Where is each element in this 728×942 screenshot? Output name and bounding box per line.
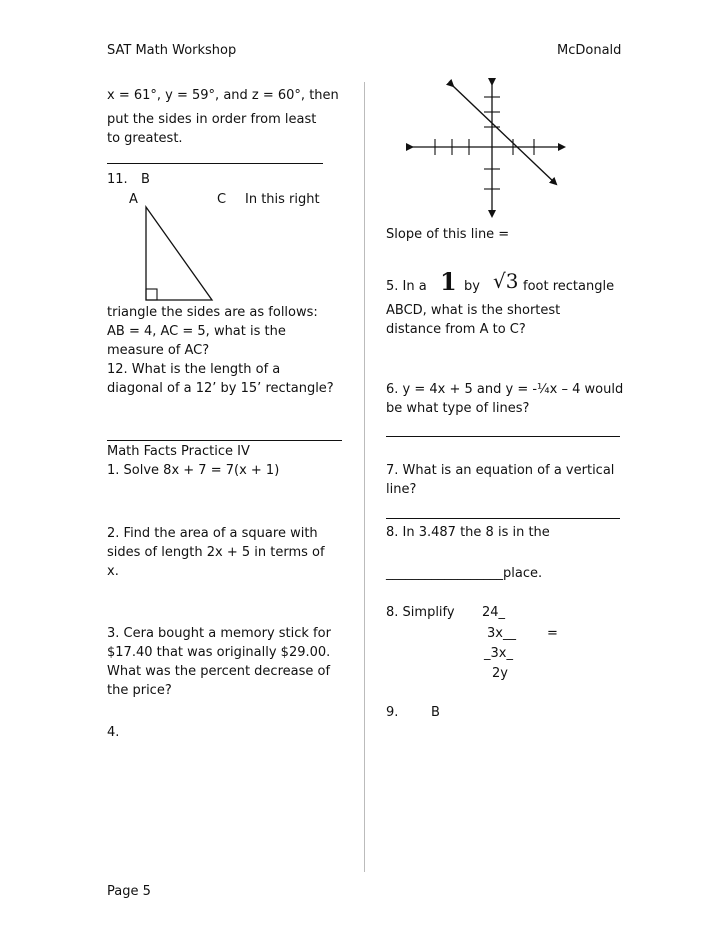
question-9-vertex-b: B bbox=[431, 705, 440, 720]
math-facts-q3-cont2: What was the percent decrease of bbox=[107, 664, 331, 679]
question-7-cont: line? bbox=[386, 482, 417, 497]
math-facts-q3: 3. Cera bought a memory stick for bbox=[107, 626, 331, 641]
fraction-row-1: 24_ bbox=[482, 605, 506, 620]
page-number: Page 5 bbox=[107, 884, 151, 899]
header-author: McDonald bbox=[557, 43, 622, 58]
vertex-label-a: A bbox=[129, 192, 138, 207]
question-5-cont2: distance from A to C? bbox=[386, 322, 526, 337]
question-5-one: 1 bbox=[440, 267, 457, 296]
equals-sign: = bbox=[547, 626, 558, 641]
angle-statement: x = 61°, y = 59°, and z = 60°, then bbox=[107, 88, 339, 103]
coordinate-graph-figure bbox=[400, 78, 576, 223]
fraction-row-2: 3x__ bbox=[487, 626, 516, 641]
fraction-row-3: _3x_ bbox=[484, 646, 513, 661]
answer-line-6 bbox=[386, 436, 620, 437]
math-facts-q3-cont: $17.40 that was originally $29.00. bbox=[107, 645, 331, 660]
right-triangle-figure bbox=[140, 205, 220, 305]
question-5-by: by bbox=[464, 279, 480, 294]
question-7: 7. What is an equation of a vertical bbox=[386, 463, 615, 478]
math-facts-q2-cont: sides of length 2x + 5 in terms of bbox=[107, 545, 325, 560]
vertex-label-c: C bbox=[217, 192, 227, 207]
question-5-sqrt3: √3 bbox=[493, 269, 519, 293]
answer-line-7 bbox=[386, 518, 620, 519]
question-8-blank: __________________place. bbox=[386, 566, 543, 581]
question-5-end: foot rectangle bbox=[523, 279, 615, 294]
instruction-line-end: to greatest. bbox=[107, 131, 183, 146]
column-divider bbox=[364, 82, 365, 872]
question-11-text: In this right bbox=[245, 192, 320, 207]
triangle-question: measure of AC? bbox=[107, 343, 210, 358]
question-12: 12. What is the length of a bbox=[107, 362, 281, 377]
answer-line bbox=[107, 163, 323, 164]
question-6-cont: be what type of lines? bbox=[386, 401, 530, 416]
math-facts-q2-end: x. bbox=[107, 564, 119, 579]
triangle-sides-text: triangle the sides are as follows: bbox=[107, 305, 318, 320]
math-facts-q2: 2. Find the area of a square with bbox=[107, 526, 318, 541]
question-5-start: 5. In a bbox=[386, 279, 427, 294]
math-facts-q3-end: the price? bbox=[107, 683, 172, 698]
question-6: 6. y = 4x + 5 and y = -¼x – 4 would bbox=[386, 382, 624, 397]
question-12-cont: diagonal of a 12’ by 15’ rectangle? bbox=[107, 381, 334, 396]
fraction-row-4: 2y bbox=[492, 666, 508, 681]
vertex-label-b: B bbox=[141, 172, 150, 187]
math-facts-title: Math Facts Practice IV bbox=[107, 444, 250, 459]
header-title: SAT Math Workshop bbox=[107, 43, 237, 58]
instruction-line: put the sides in order from least bbox=[107, 112, 317, 127]
question-9-number: 9. bbox=[386, 705, 399, 720]
simplify-label: 8. Simplify bbox=[386, 605, 455, 620]
triangle-sides-values: AB = 4, AC = 5, what is the bbox=[107, 324, 286, 339]
math-facts-q4: 4. bbox=[107, 725, 120, 740]
question-8: 8. In 3.487 the 8 is in the bbox=[386, 525, 550, 540]
section-divider bbox=[107, 440, 342, 441]
question-11-number: 11. bbox=[107, 172, 128, 187]
question-5-cont: ABCD, what is the shortest bbox=[386, 303, 561, 318]
math-facts-q1: 1. Solve 8x + 7 = 7(x + 1) bbox=[107, 463, 280, 478]
slope-question: Slope of this line = bbox=[386, 227, 510, 242]
